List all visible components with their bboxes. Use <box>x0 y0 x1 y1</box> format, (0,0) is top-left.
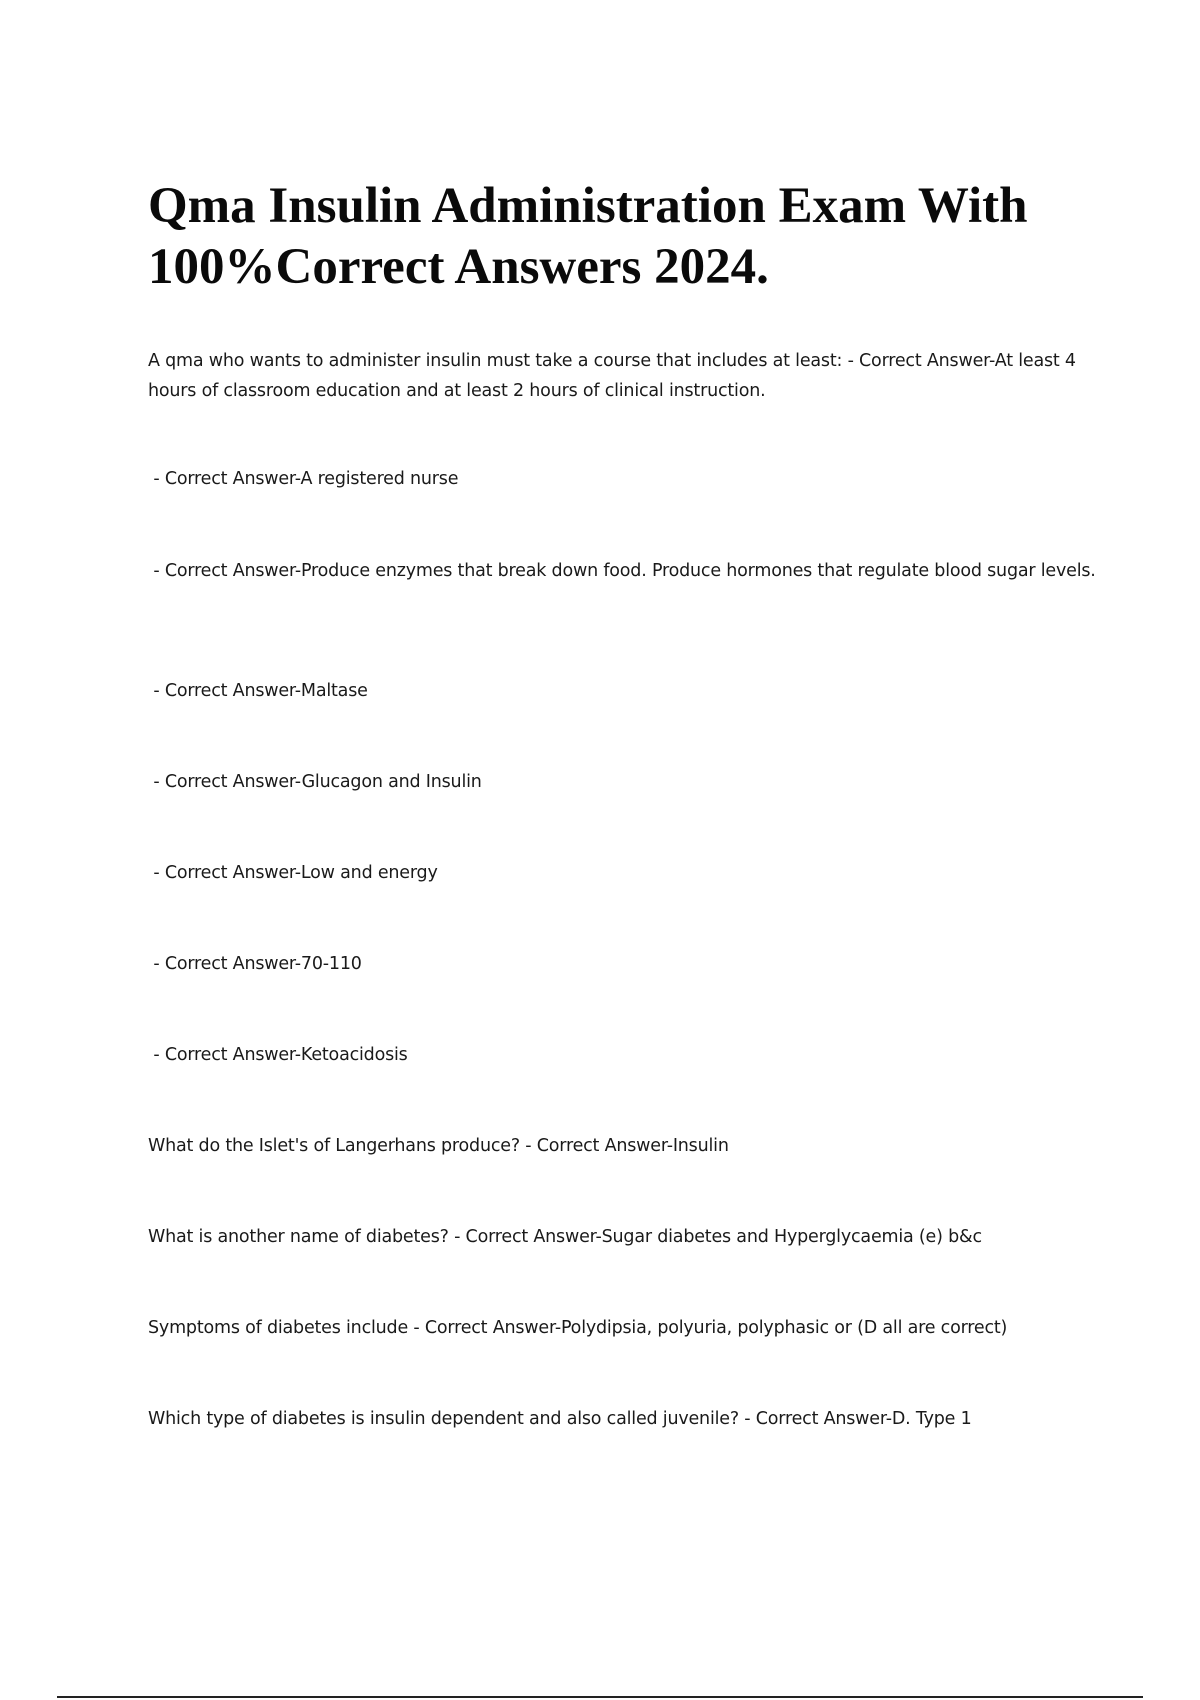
qa-item-4: - Correct Answer-Maltase <box>148 681 368 701</box>
footer-divider <box>57 1696 1143 1698</box>
qa-item-5: - Correct Answer-Glucagon and Insulin <box>148 772 482 792</box>
qa-item-12: Which type of diabetes is insulin dependent and also called juvenile? - Correct Answer-D. Type 1 <box>148 1409 972 1429</box>
qa-item-8: - Correct Answer-Ketoacidosis <box>148 1045 408 1065</box>
qa-item-7: - Correct Answer-70-110 <box>148 954 362 974</box>
qa-item-2: - Correct Answer-A registered nurse <box>148 469 459 489</box>
qa-item-10: What is another name of diabetes? - Correct Answer-Sugar diabetes and Hyperglycaemia (e) b&c <box>148 1227 982 1247</box>
qa-item-11: Symptoms of diabetes include - Correct Answer-Polydipsia, polyuria, polyphasic or (D all are correct) <box>148 1318 1008 1338</box>
qa-item-9: What do the Islet's of Langerhans produce? - Correct Answer-Insulin <box>148 1136 729 1156</box>
document-title: Qma Insulin Administration Exam With 100%Correct Answers 2024. <box>148 178 1028 295</box>
qa-item-3: - Correct Answer-Produce enzymes that break down food. Produce hormones that regulate blood sugar levels. <box>148 561 1096 581</box>
qa-item-1: A qma who wants to administer insulin must take a course that includes at least: - Correct Answer-At least 4 hours of classroom education and at least 2 hours of clinical instruction. <box>148 351 1076 401</box>
qa-item-6: - Correct Answer-Low and energy <box>148 863 438 883</box>
